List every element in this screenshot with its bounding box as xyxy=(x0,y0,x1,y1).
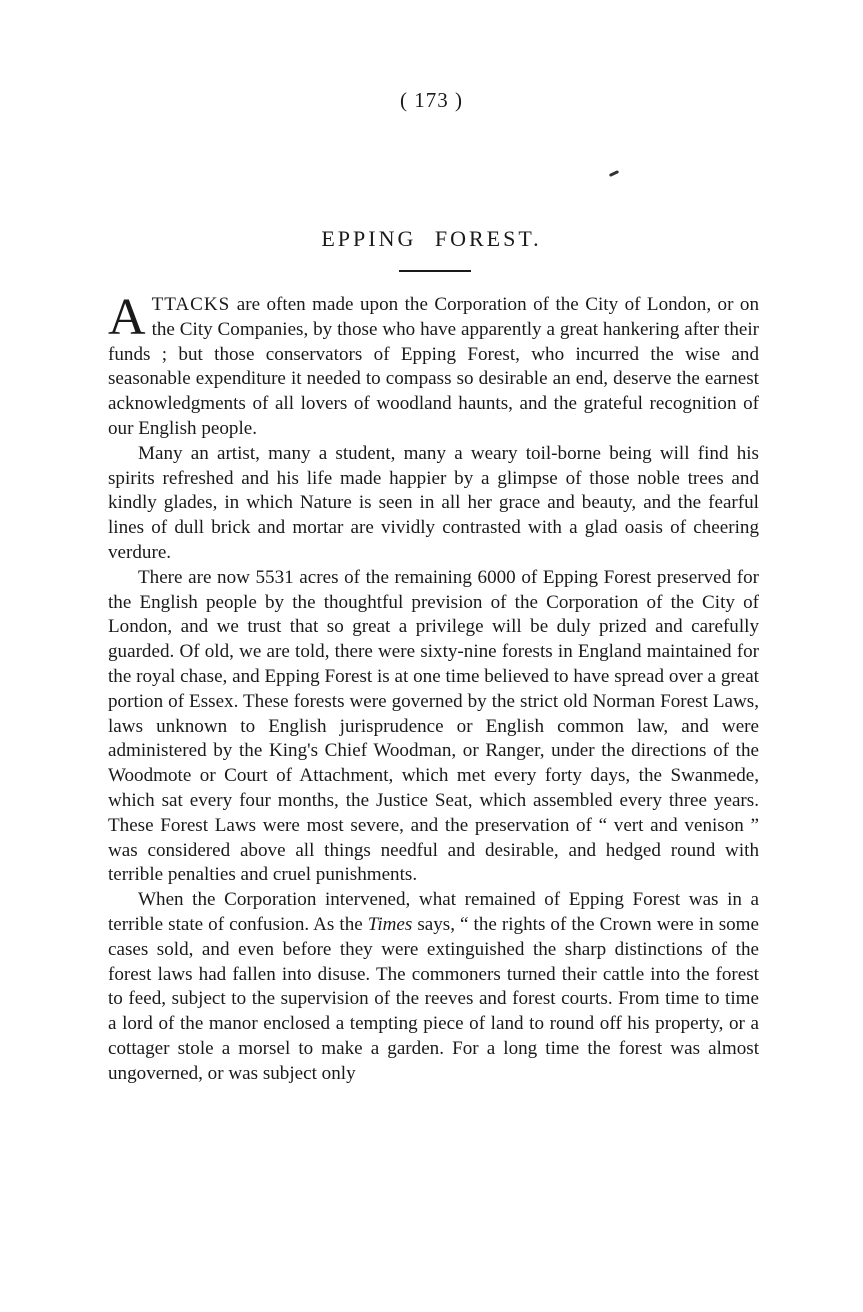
paragraph-text: When the Corporation intervened, what remained of Epping Forest was in a terrible state of confusion. As the xyxy=(108,889,759,935)
paragraph-text: are often made upon the Corporation of the City of London, or on the City Companies, by those who have apparently a great hankering after their funds ; but those conservators of Epping Forest, who incurred the wise and seasonable expenditure it needed to compass so desirable an end, deserve the earnest acknowledgments of all lovers of woodland haunts, and the grateful recognition of our English people. xyxy=(108,294,759,439)
article-body xyxy=(108,289,759,1087)
title-rule xyxy=(399,270,471,272)
paragraph-2 xyxy=(108,442,759,566)
paragraph-text: There are now 5531 acres of the remaining 6000 of Epping Forest preserved for the English people by the thoughtful prevision of the Corporation of the City of London, and we trust that so great a privilege will be duly prized and carefully guarded. Of old, we are told, there were sixty-nine forests in England maintained for the royal chase, and Epping Forest is at one time believed to have spread over a great portion of Essex. These forests were governed by the strict old Norman Forest Laws, laws unknown to English jurisprudence or English common law, and were administered by the King's Chief Woodman, or Ranger, under the directions of the Woodmote or Court of Attachment, which met every forty days, the Swanmede, which sat every four months, the Justice Seat, which assembled every three years. These Forest Laws were most severe, and the preservation of “ vert and venison ” was considered above all things needful and desirable, and hedged round with terrible penalties and cruel punishments. xyxy=(108,566,759,886)
article-title: EPPING FOREST. xyxy=(321,226,542,251)
paragraph-text: says, “ the rights of the Crown were in some cases sold, and even before they were extinguished the sharp distinctions of the forest laws had fallen into disuse. The commoners turned their cattle into the forest to feed, subject to the supervision of the reeves and forest courts. From time to time a lord of the manor enclosed a tempting piece of land to round off his property, or a cottager stole a morsel to make a garden. For a long time the forest was almost ungoverned, or was subject only xyxy=(108,913,759,1084)
lead-word: TTACKS xyxy=(151,294,231,315)
page-number: ( 173 ) xyxy=(400,88,463,112)
drop-cap: A xyxy=(108,289,146,346)
italic-times: Times xyxy=(367,913,413,935)
paragraph-3 xyxy=(108,566,759,888)
paragraph-1 xyxy=(108,289,759,442)
paragraph-text: Many an artist, many a student, many a weary toil-borne being will find his spirits refreshed and his life made happier by a glimpse of those noble trees and kindly glades, in which Nature is seen in all her grace and beauty, and the fearful lines of dull brick and mortar are vividly contrasted with a glad oasis of cheering verdure. xyxy=(108,442,759,563)
paragraph-4 xyxy=(108,888,759,1086)
ink-speck xyxy=(609,170,619,177)
